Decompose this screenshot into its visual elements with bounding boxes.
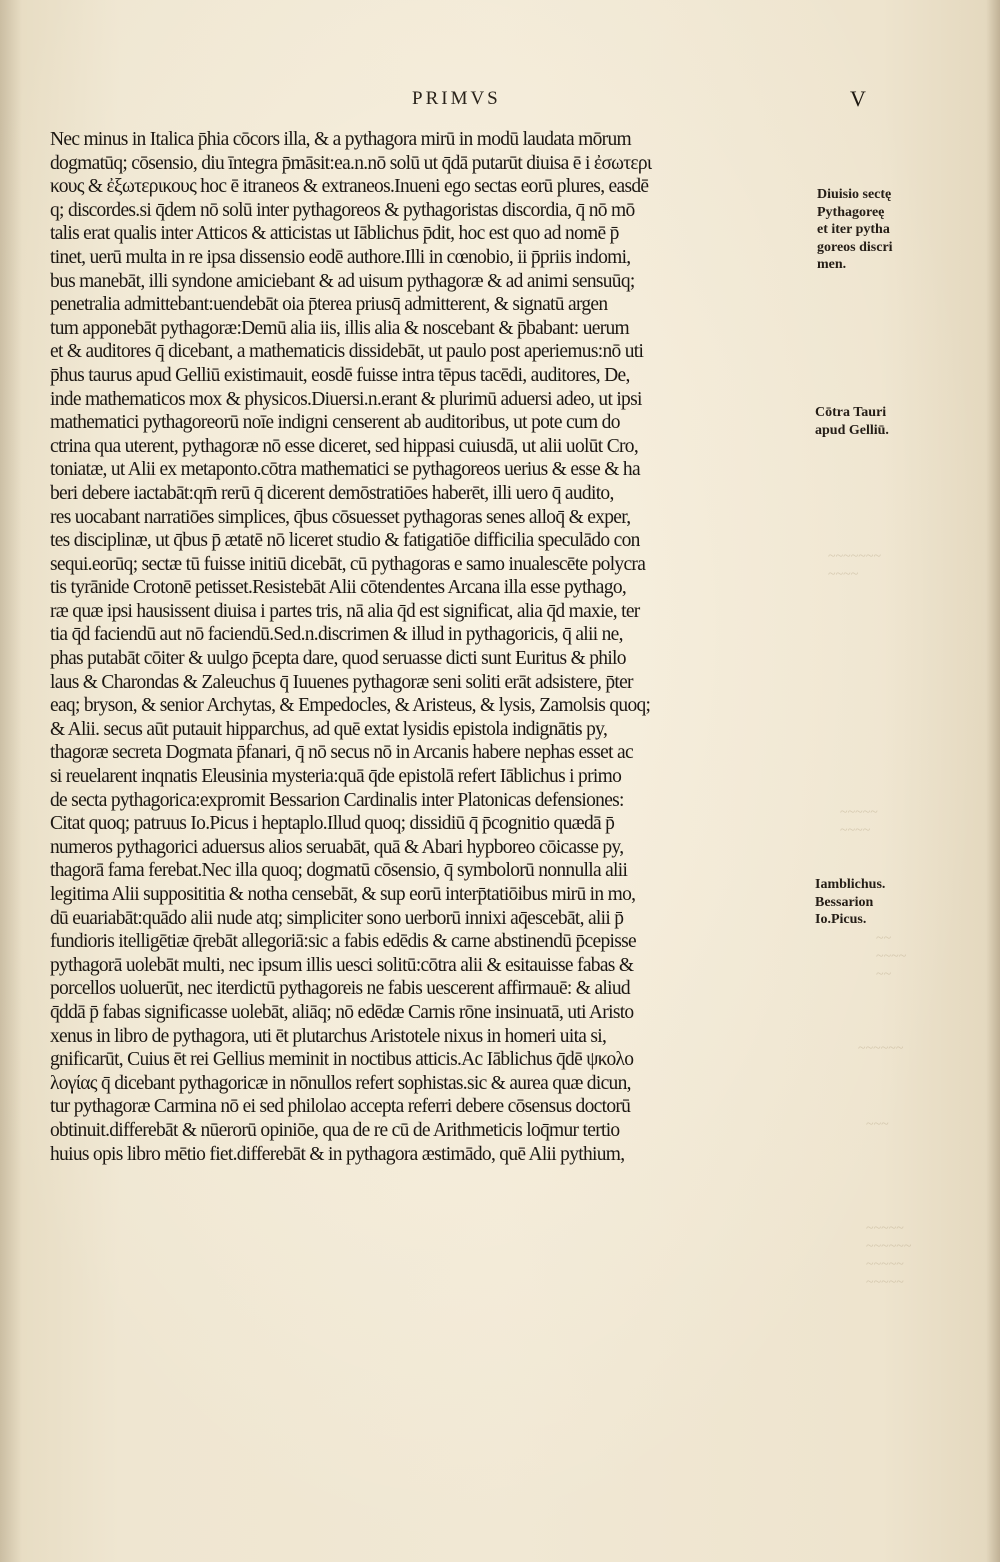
text-line: tum apponebāt pythagoræ:Demū alia iis, illis alia & noscebant & p̄babant: uerum bbox=[50, 317, 630, 339]
text-line: κους & ἐξωτερικους hoc ē itraneos & extraneos.Inueni ego sectas eorū plures, easdē bbox=[50, 176, 649, 198]
text-line: sequi.eorūq; sectæ tū fuisse initiū dicebāt, cū pythagoras e samo inualescēte polycra bbox=[50, 553, 646, 575]
text-line: thagoræ secreta Dogmata p̄fanari, q̄ nō secus nō in Arcanis habere nephas esset ac bbox=[50, 742, 633, 764]
text-line: talis erat qualis inter Atticos & atticistas ut Iāblichus p̄dit, hoc est quo ad nomē p̄ bbox=[50, 223, 619, 245]
text-line: toniatæ, ut Alii ex metaponto.cōtra mathematici se pythagoreos uerius & esse & ha bbox=[50, 459, 640, 481]
text-line: thagorā fama ferebat.Nec illa quoq; dogmatū cōsensio, q̄ symbolorū nonnulla alii bbox=[50, 860, 628, 882]
text-line: ræ quæ ipsi hausissent diuisa i partes tris, nā alia q̄d est significat, alia q̄d maxie, ter bbox=[50, 600, 640, 622]
show-through-mark: ~~~~~ ~~~~ bbox=[840, 805, 878, 838]
text-line: tia q̄d faciendū aut nō faciendū.Sed.n.discrimen & illud in pythagoricis, q̄ alii ne, bbox=[50, 624, 623, 646]
text-line: dū euariabāt:quādo alii nude atq; simpliciter sono uerborū innixi aq̄escebāt, alii p̄ bbox=[50, 907, 624, 929]
text-line: pythagorā uolebāt multi, nec ipsum illis uesci solitū:cōtra alii & esitauisse fabas & bbox=[50, 954, 634, 976]
text-line: q; discordes.si q̄dem nō solū inter pythagoreos & pythagoristas discordia, q̄ nō mō bbox=[50, 199, 635, 221]
text-line: phas putabāt cōiter & uulgo p̄cepta dare, quod seruasse dicti sunt Euritus & philo bbox=[50, 648, 626, 670]
margin-note-against-taurus bbox=[815, 404, 889, 439]
margin-note-line: Diuisio sectę bbox=[817, 187, 892, 202]
margin-note-line: apud Gelliū. bbox=[815, 422, 889, 438]
text-line: penetralia admittebant:uendebāt oia p̄terea priusq̄ admitterent, & signatū argen bbox=[50, 294, 608, 316]
margin-note-line: Pythagoreę bbox=[817, 204, 885, 220]
text-line: mathematici pythagoreorū noīe indigni censerent ab auditoribus, ut pote cum do bbox=[50, 412, 620, 434]
margin-note-line: Cōtra Tauri bbox=[815, 405, 887, 420]
text-line: Citat quoq; patruus Io.Picus i heptaplo.Illud quoq; dissidiū q̄ p̄cognitio quædā p̄ bbox=[50, 813, 615, 835]
show-through-mark: ~~~~~ ~~~~~~ ~~~~~ ~~~~~ bbox=[866, 1221, 912, 1290]
text-line: et & auditores q̄ dicebant, a mathematicis dissidebāt, ut paulo post aperiemus:nō uti bbox=[50, 341, 644, 363]
text-line: dogmatūq; cōsensio, diu īntegra p̄māsit:ea.n.nō solū ut q̄dā putarūt diuisa ē i ἐσωτερι bbox=[50, 152, 652, 174]
text-line: Nec minus in Italica p̄hia cōcors illa, & a pythagora mirū in modū laudata mōrum bbox=[50, 129, 631, 150]
text-line: gnificarūt, Cuius ēt rei Gellius meminit in noctibus atticis.Ac Iāblichus q̄dē ψκολο bbox=[50, 1049, 634, 1071]
text-line: res uocabant narratiōes simplices, q̄bus cōsuesset pythagoras senes alloq̄ & exper, bbox=[50, 506, 631, 528]
text-line: & Alii. secus aūt putauit hipparchus, ad quē extat lysidis epistola indignātis py, bbox=[50, 718, 608, 740]
show-through-mark: ~~~ bbox=[866, 1117, 889, 1132]
margin-note-line: Bessarion bbox=[815, 894, 874, 910]
margin-note-division-of-sect bbox=[817, 186, 893, 274]
margin-note-line: Io.Picus. bbox=[815, 912, 867, 927]
text-line: obtinuit.differebāt & nūerorū opiniōe, qua de re cū de Arithmeticis loq̄mur tertio bbox=[50, 1119, 620, 1141]
text-line: λογίας q̄ dicebant pythagoricæ in nōnullos refert sophistas.sic & aurea quæ dicun, bbox=[50, 1072, 631, 1094]
text-line: si reuelarent inqnatis Eleusinia mysteria:quā q̄de epistolā refert Iāblichus i primo bbox=[50, 766, 622, 788]
margin-note-line: Iamblichus. bbox=[815, 877, 886, 892]
show-through-mark: ~~ ~~~~ ~~ bbox=[876, 931, 907, 982]
text-line: fundioris itelligētiæ q̄rebāt allegoriā:sic a fabis edēdis & carne abstinendū p̄cepisse bbox=[50, 931, 636, 953]
text-line: legitima Alii supposititia & notha censebāt, & sup eorū interp̄tatiōibus mirū in mo, bbox=[50, 884, 636, 905]
show-through-mark: ~~~~~~~ ~~~~ bbox=[828, 549, 882, 582]
margin-note-line: men. bbox=[817, 257, 847, 272]
text-line: tis tyrānide Crotonē petisset.Resistebāt Alii cōtendentes Arcana illa esse pythago, bbox=[50, 577, 627, 599]
text-line: p̄hus taurus apud Gelliū existimauit, eosdē fuisse intra tēpus tacēdi, auditores, De, bbox=[50, 364, 630, 386]
page-right-edge-shadow bbox=[986, 0, 1000, 1562]
margin-note-line: goreos discri bbox=[817, 239, 893, 255]
running-head: PRIMVS bbox=[412, 88, 501, 109]
text-line: bus manebāt, illi syndone amiciebant & ad uisum pythagoræ & ad animi sensuūq; bbox=[50, 270, 635, 292]
text-line: tur pythagoræ Carmina nō ei sed philolao accepta referri debere cōsensus doctorū bbox=[50, 1096, 631, 1118]
text-line: xenus in libro de pythagora, uti ēt plutarchus Aristotele nixus in homeri uita si, bbox=[50, 1025, 607, 1047]
text-line: tinet, uerū multa in re ipsa dissensio eodē authore.Illi in cœnobio, ii p̄priis indomi, bbox=[50, 246, 631, 268]
text-line: tes disciplinæ, ut q̄bus p̄ ætatē nō liceret studio & fatigatiōe difficilia speculādo con bbox=[50, 530, 640, 552]
text-line: beri debere iactabāt:qm̄ rerū q̄ dicerent demōstratiōes haberēt, illi uero q̄ audito, bbox=[50, 482, 614, 504]
folio-number: V bbox=[850, 86, 866, 111]
text-line: ctrina qua uterent, pythagoræ nō esse diceret, sed hippasi cuiusdā, ut alii uolūt Cro, bbox=[50, 435, 639, 457]
show-through-mark: ~~~~~~ bbox=[858, 1041, 904, 1056]
text-line: laus & Charondas & Zaleuchus q̄ Iuuenes pythagoræ seni soliti erāt adsistere, p̄ter bbox=[50, 671, 633, 693]
page-left-edge-shadow bbox=[0, 0, 22, 1562]
text-line: de secta pythagorica:expromit Bessarion Cardinalis inter Platonicas defensiones: bbox=[50, 789, 624, 811]
text-line: q̄ddā p̄ fabas significasse uolebāt, aliāq; nō edēdæ Carnis rōne insinuatā, uti Aristo bbox=[50, 1001, 634, 1023]
margin-note-line: et iter pytha bbox=[817, 222, 890, 237]
text-line: inde mathematicos mox & physicos.Diuersi.n.erant & plurimū aduersi adeo, ut ipsi bbox=[50, 388, 642, 410]
text-line: numeros pythagorici aduersus alios seruabāt, quā & Abari hypboreo cōicasse py, bbox=[50, 836, 624, 858]
main-text-block bbox=[50, 128, 802, 1166]
text-line: porcellos uoluerūt, nec iterdictū pythagoreis ne fabis uescerent affirmauē: & aliud bbox=[50, 978, 630, 1000]
text-line: huius opis libro mētio fiet.differebāt & in pythagora æstimādo, quē Alii pythium, bbox=[50, 1143, 625, 1165]
margin-note-authorities bbox=[815, 876, 885, 929]
text-line: eaq; bryson, & senior Archytas, & Empedocles, & Aristeus, & lysis, Zamolsis quoq; bbox=[50, 695, 651, 717]
